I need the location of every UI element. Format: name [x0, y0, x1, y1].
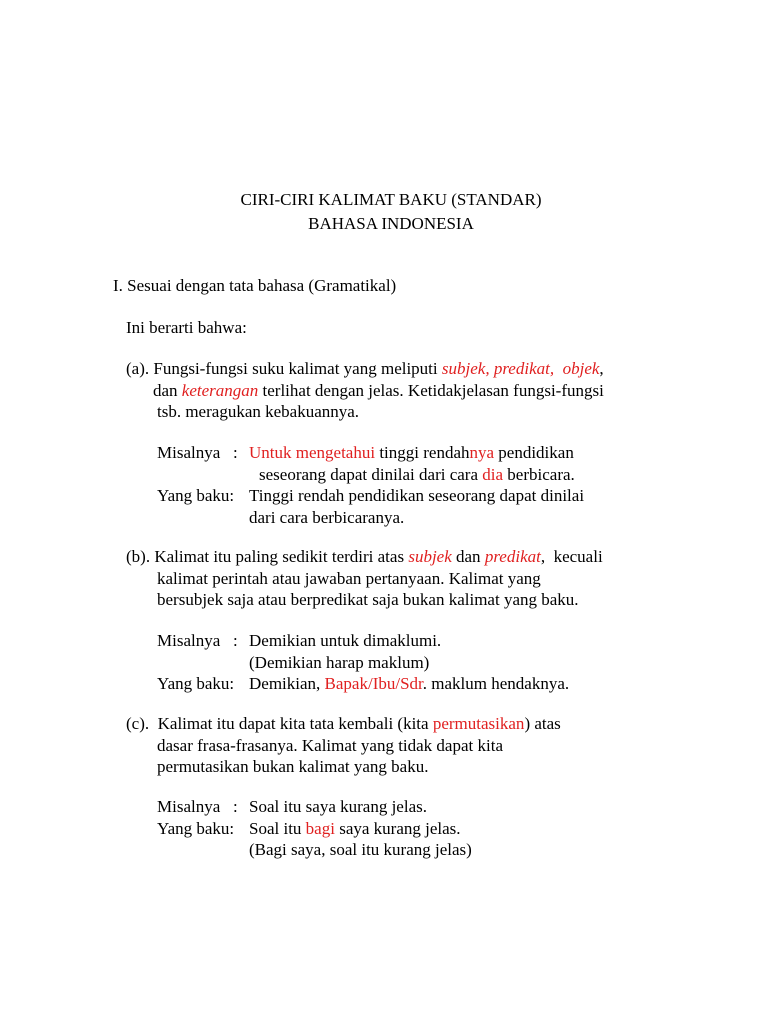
point-c-example: Misalnya : Soal itu saya kurang jelas. — [157, 797, 427, 816]
emphasis-text: subjek, predikat, objek — [441, 359, 600, 378]
example-label: Misalnya : — [157, 443, 238, 462]
point-b-line1: (b). Kalimat itu paling sedikit terdiri atas subjek dan predikat, kecuali — [126, 547, 603, 566]
baku-label: Yang baku: — [157, 486, 235, 505]
point-a-line2: dan keterangan terlihat dengan jelas. Ketidakjelasan fungsi-fungsi — [153, 381, 604, 400]
page-title: CIRI-CIRI KALIMAT BAKU (STANDAR) — [240, 190, 542, 209]
point-c-baku-line2: (Bagi saya, soal itu kurang jelas) — [249, 840, 472, 859]
point-c-line3: permutasikan bukan kalimat yang baku. — [157, 757, 429, 776]
intro-text: Ini berarti bahwa: — [126, 318, 247, 337]
baku-label: Yang baku: — [157, 819, 235, 838]
emphasis-text: Untuk mengetahui — [249, 443, 376, 462]
point-c-line2: dasar frasa-frasanya. Kalimat yang tidak dapat kita — [157, 736, 503, 755]
emphasis-text: Bapak/Ibu/Sdr — [324, 674, 423, 693]
emphasis-text: predikat — [484, 547, 541, 566]
example-label: Misalnya : — [157, 631, 238, 650]
point-c-line1: (c). Kalimat itu dapat kita tata kembali (kita permutasikan) atas — [126, 714, 561, 733]
point-b-example-line2: (Demikian harap maklum) — [249, 653, 430, 672]
example-label: Misalnya : — [157, 797, 238, 816]
emphasis-text: keterangan — [181, 381, 259, 400]
section-heading: I. Sesuai dengan tata bahasa (Gramatikal) — [113, 276, 397, 295]
point-b-line2: kalimat perintah atau jawaban pertanyaan. Kalimat yang — [157, 569, 541, 588]
baku-label: Yang baku: — [157, 674, 235, 693]
emphasis-text: permutasikan — [432, 714, 525, 733]
point-b-baku: Yang baku: Demikian, Bapak/Ibu/Sdr. maklum hendaknya. — [157, 674, 570, 693]
emphasis-text: subjek — [408, 547, 452, 566]
point-a-example-line2: seseorang dapat dinilai dari cara dia berbicara. — [259, 465, 575, 484]
point-a-line3: tsb. meragukan kebakuannya. — [157, 402, 360, 421]
point-a-baku-line1: Yang baku: Tinggi rendah pendidikan seseorang dapat dinilai — [157, 486, 585, 505]
point-b-line3: bersubjek saja atau berpredikat saja bukan kalimat yang baku. — [157, 590, 579, 609]
point-b-example-line1: Misalnya : Demikian untuk dimaklumi. — [157, 631, 442, 650]
point-a-example-line1: Misalnya : Untuk mengetahui tinggi rendahnya pendidikan — [157, 443, 574, 462]
emphasis-text: nya — [469, 443, 495, 462]
point-a-line1: (a). Fungsi-fungsi suku kalimat yang meliputi subjek, predikat, objek, — [126, 359, 604, 378]
page-subtitle: BAHASA INDONESIA — [308, 214, 474, 233]
point-c-baku-line1: Yang baku: Soal itu bagi saya kurang jelas. — [157, 819, 461, 838]
emphasis-text: bagi — [305, 819, 335, 838]
emphasis-text: dia — [482, 465, 504, 484]
point-a-baku-line2: dari cara berbicaranya. — [249, 508, 405, 527]
